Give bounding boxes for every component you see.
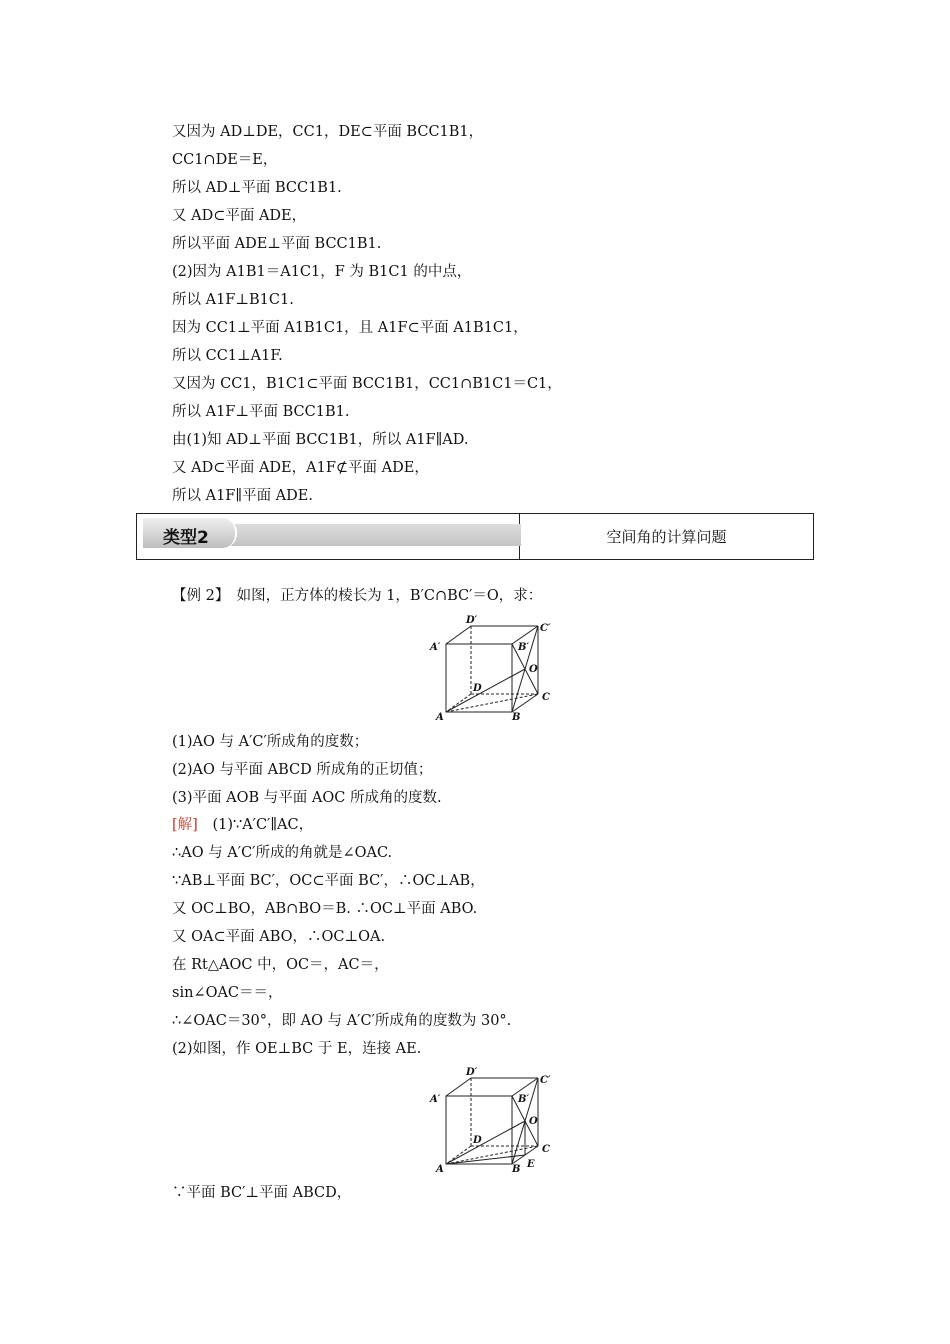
solution-line: 又 OA⊂平面 ABO，∴OC⊥OA. [172,929,386,945]
fig2-label: B′ [518,1094,530,1105]
fig2-label: A [436,1164,444,1175]
question-line: (2)AO 与平面 ABCD 所成角的正切值； [172,762,433,778]
fig2-label: O [529,1116,538,1127]
text-line: 所以平面 ADE⊥平面 BCC1B1. [172,236,382,252]
cube-figure-2 [428,1066,558,1178]
text-line: 所以 A1F∥平面 ADE. [172,488,313,504]
fig2-label: D [473,1135,482,1146]
text-line: 所以 CC1⊥A1F. [172,348,283,364]
fig1-label: C [542,692,550,703]
question-line: (3)平面 AOB 与平面 AOC 所成角的度数. [172,790,442,806]
solution-line: 又 OC⊥BO，AB∩BO＝B. ∴OC⊥平面 ABO. [172,901,478,917]
text-line: 又因为 CC1，B1C1⊂平面 BCC1B1，CC1∩B1C1＝C1， [172,376,562,392]
fig2-label: E [527,1159,535,1170]
fig1-label: D′ [466,615,478,626]
question-line: (1)AO 与 A′C′所成角的度数； [172,734,369,750]
example-intro: 【例 2】 如图，正方体的棱长为 1，B′C∩BC′＝O，求： [172,588,543,604]
text-line: 所以 AD⊥平面 BCC1B1. [172,180,342,196]
text-line: 所以 A1F⊥平面 BCC1B1. [172,404,350,420]
solution-line: sin∠OAC＝＝， [172,985,283,1001]
fig1-label: O [529,664,538,675]
solution-line: 在 Rt△AOC 中，OC＝，AC＝， [172,957,389,973]
solution-tag: [解] [172,817,198,833]
fig2-label: B [512,1164,521,1175]
fig2-label: D′ [466,1067,478,1078]
banner-left [137,514,520,559]
fig1-label: B [512,712,521,723]
text-line: 所以 A1F⊥B1C1. [172,292,294,308]
text-line: CC1∩DE＝E， [172,152,278,168]
solution-line: (2)如图，作 OE⊥BC 于 E，连接 AE. [172,1041,422,1057]
cube-figure-1 [428,612,558,724]
fig2-label: C′ [540,1075,551,1086]
solution-line: ∵AB⊥平面 BC′，OC⊂平面 BC′，∴OC⊥AB， [172,873,485,889]
section-label: 类型2 [163,528,209,548]
fig2-label: A′ [430,1094,441,1105]
section-title: 空间角的计算问题 [606,528,727,546]
solution-line: ∴∠OAC＝30°，即 AO 与 A′C′所成角的度数为 30°. [172,1013,512,1029]
section-banner [136,513,814,560]
text-line: 又 AD⊂平面 ADE，A1F⊄平面 ADE， [172,460,429,476]
fig1-label: C′ [540,623,551,634]
solution-first-line [172,815,313,835]
text-line: 因为 CC1⊥平面 A1B1C1，且 A1F⊂平面 A1B1C1， [172,320,528,336]
text-line: ∵平面 BC′⊥平面 ABCD， [172,1185,352,1201]
fig2-label: C [542,1144,550,1155]
fig1-label: D [473,683,482,694]
fig1-label: A′ [430,642,441,653]
text-line: 由(1)知 AD⊥平面 BCC1B1，所以 A1F∥AD. [172,432,469,448]
solution-line: ∴AO 与 A′C′所成的角就是∠OAC. [172,845,393,861]
fig1-label: B′ [518,642,530,653]
text-line: (2)因为 A1B1＝A1C1，F 为 B1C1 的中点， [172,264,472,280]
text-line: 又 AD⊂平面 ADE， [172,208,307,224]
fig1-label: A [436,712,444,723]
solution-text: (1)∵A′C′∥AC， [212,817,314,833]
text-line: 又因为 AD⊥DE，CC1，DE⊂平面 BCC1B1， [172,124,484,140]
